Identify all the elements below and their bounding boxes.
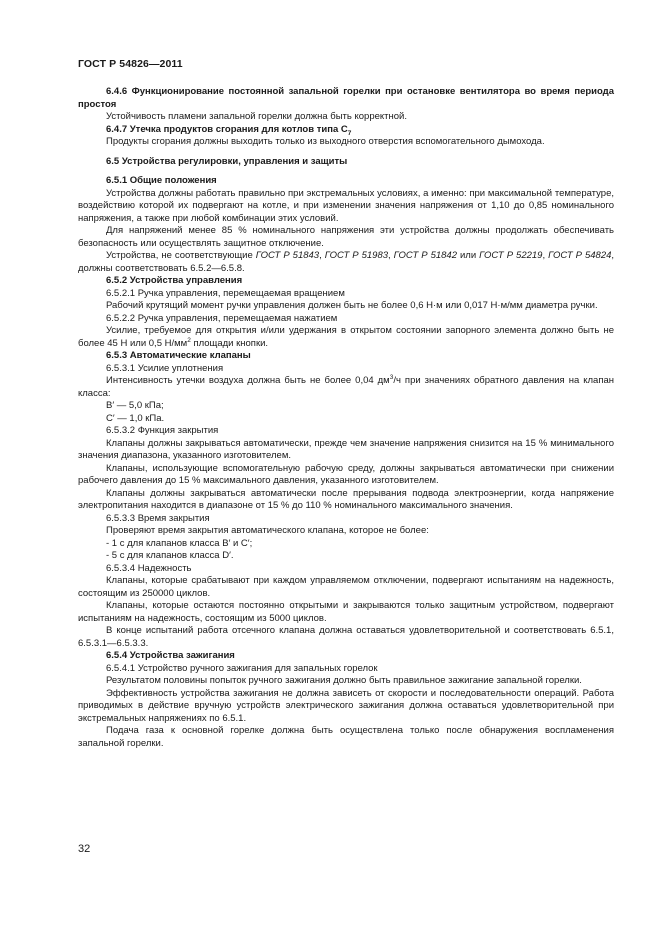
section-6-5-3-title: 6.5.3 Автоматические клапаны (106, 350, 251, 361)
section-6-5-4-1-p1: Результатом половины попыток ручного зажигания должно быть правильное зажигание запальной горелки. (106, 675, 582, 686)
s6531-class-b: B′ — 5,0 кПа; (106, 400, 164, 411)
section-6-5-4-1-title: 6.5.4.1 Устройство ручного зажигания для запальных горелок (106, 662, 378, 674)
s6531-sup: 3 (389, 373, 394, 381)
section-6-5-title: 6.5 Устройства регулировки, управления и защиты (106, 155, 348, 167)
section-6-5-2-1-text: Рабочий крутящий момент ручки управления должен быть не более 0,6 Н·м или 0,017 Н·м/мм диаметра ручки. (106, 300, 598, 311)
gost-ref-52219: ГОСТ Р 52219 (479, 250, 543, 261)
section-6-5-3-2-p3: Клапаны должны закрываться автоматически после прерывания подвода электроэнергии, когда напряжение электропитания находится в диапазоне от 15 % до 110 % номинального максимального значения. (78, 487, 614, 511)
section-6-5-2-title: 6.5.2 Устройства управления (106, 275, 243, 286)
p3-text-a: Устройства, не соответствующие (106, 250, 256, 261)
section-6-5-3-3-title: 6.5.3.3 Время закрытия (106, 512, 210, 524)
section-6-5-1-title: 6.5.1 Общие положения (106, 175, 217, 186)
section-6-4-7-title (78, 124, 614, 137)
section-6-5-2-2-title: 6.5.2.2 Ручка управления, перемещаемая нажатием (106, 312, 338, 324)
section-6-4-7-text: Продукты сгорания должны выходить только из выходного отверстия вспомогательного дымохода. (106, 136, 545, 147)
document-page (78, 58, 614, 750)
s6533-list-item-2: - 5 с для клапанов класса D′. (106, 550, 234, 561)
section-6-5-3-4-p3: В конце испытаний работа отсечного клапана должна оставаться удовлетворительной и соответствовать 6.5.1, 6.5.3.1—6.5.3.3. (78, 625, 614, 649)
section-6-5-4-1-p2: Эффективность устройства зажигания не должна зависеть от скорости и последовательности операций. Работа приводимых в действие вручную устройств электрического зажигания должна оставаться удовлетворительной при экстремальных напряжениях по 6.5.1. (78, 687, 614, 724)
section-6-5-3-4-title: 6.5.3.4 Надежность (106, 562, 192, 574)
gost-ref-51842: ГОСТ Р 51842 (393, 250, 457, 261)
section-6-5-3-2-p2: Клапаны, использующие вспомогательную рабочую среду, должны закрываться автоматически при снижении рабочего давления до 15 % максимального давления, указанного изготовителем. (78, 462, 614, 486)
section-6-5-2-2-text (78, 325, 614, 350)
gost-ref-51843: ГОСТ Р 51843 (255, 250, 320, 261)
section-6-5-3-4-p2: Клапаны, которые остаются постоянно открытыми и закрываются только защитным устройством, подвергают испытаниям на надежность, состоящим из 5000 циклов. (78, 600, 614, 624)
section-6-4-6-text: Устойчивость пламени запальной горелки должна быть корректной. (106, 111, 407, 122)
p3-comma-2: , (388, 250, 394, 261)
s6531-text: Интенсивность утечки воздуха должна быть не более 0,04 дм (106, 375, 390, 386)
s6522-text: Усилие, требуемое для открытия и/или удержания в открытом состоянии запорного элемента должно быть не более 45 Н или 0,5 Н/мм (78, 325, 614, 349)
section-6-5-4-1-p3: Подача газа к основной горелке должна быть осуществлена только после обнаружения воспламенения запальной горелки. (78, 725, 614, 749)
section-6-5-3-3-text: Проверяют время закрытия автоматического клапана, которое не более: (106, 525, 429, 536)
section-6-4-7-subscript: 7 (347, 129, 352, 137)
section-6-5-3-2-p1: Клапаны должны закрываться автоматически, прежде чем значение напряжения снизится на 15 % минимального значения диапазона, указанного изготовителем. (78, 437, 614, 461)
section-6-5-4-title: 6.5.4 Устройства зажигания (106, 650, 235, 661)
s6533-list-item-1: - 1 с для клапанов класса B′ и C′; (106, 537, 253, 549)
s6531-class-c: C′ — 1,0 кПа. (106, 412, 165, 424)
section-6-5-1-p3 (78, 250, 614, 275)
document-header: ГОСТ Р 54826—2011 (78, 58, 183, 70)
section-6-4-7-title-text: 6.4.7 Утечка продуктов сгорания для котлов типа C (106, 123, 348, 135)
p3-end: , должны соответствовать 6.5.2—6.5.8. (78, 250, 615, 274)
gost-ref-54824: ГОСТ Р 54824 (548, 250, 612, 261)
p3-or: или (457, 250, 480, 261)
section-6-5-1-p1: Устройства должны работать правильно при экстремальных условиях, а именно: при максимальной температуре, воздействию которой их подвергают на котле, и при изменении значения напряжения от 1,10 до 0,85 номинального напряжения, а также при любой комбинации этих условий. (78, 187, 614, 224)
section-6-5-3-4-p1: Клапаны, которые срабатывают при каждом управляемом отключении, подвергают испытаниям на надежность, состоящим из 250000 циклов. (78, 575, 614, 599)
section-6-5-3-1-title: 6.5.3.1 Усилие уплотнения (106, 362, 224, 374)
page-number: 32 (78, 843, 91, 855)
section-6-4-6-title: 6.4.6 Функционирование постоянной запальной горелки при остановке вентилятора во время периода простоя (78, 86, 614, 110)
gost-ref-51983: ГОСТ Р 51983 (324, 250, 389, 261)
section-6-5-3-1-text (78, 375, 614, 400)
s6522-end: площади кнопки. (190, 337, 269, 349)
section-6-5-2-1-title: 6.5.2.1 Ручка управления, перемещаемая вращением (106, 287, 345, 299)
p3-comma-1: , (319, 250, 325, 261)
section-6-5-3-2-title: 6.5.3.2 Функция закрытия (106, 425, 219, 436)
s6522-sup: 2 (187, 336, 191, 344)
p3-comma-3: , (542, 250, 549, 261)
s6531-end: /ч при значениях обратного давления на клапан класса: (78, 375, 614, 399)
section-6-5-1-p2: Для напряжений менее 85 % номинального напряжения эти устройства должны продолжать обеспечивать безопасность или осуществлять защитное отключение. (78, 225, 614, 249)
